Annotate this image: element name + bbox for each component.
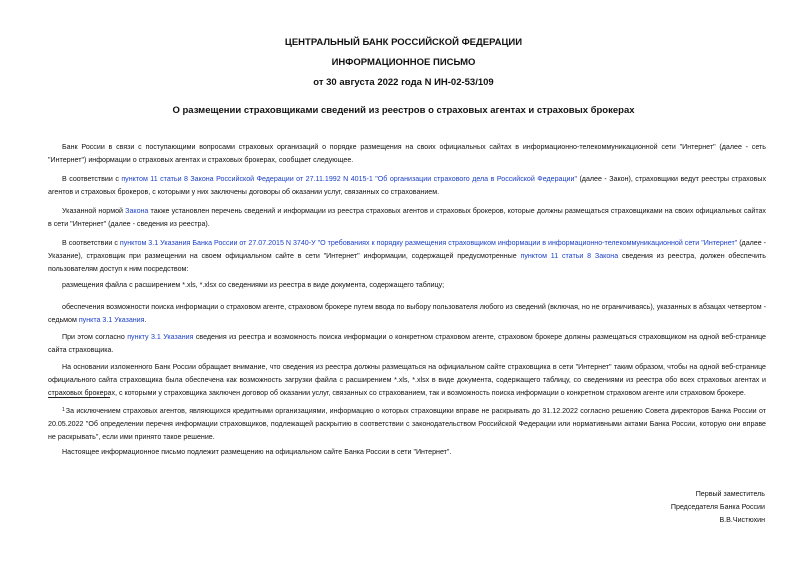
paragraph-8: На основании изложенного Банк России обращает внимание, что сведения из реестра должны размещаться на официальном сайте страховщика в сети "Интернет" таким образом, чтобы на одной веб-странице официального сайта страховщика была обеспечена как возможность загрузки файла с расширением *.xls, *.xlsx в виде документа, содержащего таблицу, со сведениями из реестра обо всех страховых агентах и страховых брокерах, с которыми у страховщика заключен договор об оказании услуг, связанных со страхованием, так и возможность поиска информации о конкретном страховом агенте или страховом брокере. (48, 363, 766, 397)
paragraph-text: (далее - Указание), страховщик при размещении на своем официальном сайте в сети "Интернет" информации, содержащей предусмотренные (48, 239, 766, 260)
footnote (48, 404, 766, 444)
paragraph-2 (48, 173, 766, 199)
link-directive-point-3-1-b[interactable]: пункту 3.1 Указания (127, 333, 194, 341)
paragraph-text: сведения из реестра и возможность поиска информации о конкретном страховом агенте, страховом брокере должны размещаться страховщиком на одной веб-странице сайта страховщика. (48, 333, 767, 354)
paragraph-3 (48, 205, 766, 231)
paragraph-text: В соответствии с (62, 239, 120, 247)
footnote-divider (48, 397, 110, 398)
paragraph-text: (далее - Закон), страховщики ведут реестры страховых агентов и страховых брокеров, с которыми у них заключены договоры об оказании услуг, связанных со страхованием. (48, 175, 767, 196)
paragraph-4 (48, 237, 766, 276)
link-directive-3740u[interactable]: пунктом 3.1 Указания Банка России от 27.07.2015 N 3740-У "О требованиях к порядку размещения страховщиком информации в информационно-телекоммуникационной сети "Интернет" (119, 239, 738, 247)
paragraph-text: . (144, 316, 147, 324)
paragraph-9: Настоящее информационное письмо подлежит размещению на официальном сайте Банка России в сети "Интернет". (62, 448, 452, 456)
paragraph-text: При этом согласно (62, 333, 128, 341)
document-subject: О размещении страховщиками сведений из реестров о страховых агентах и страховых брокерах (172, 105, 635, 116)
paragraph-text: обеспечения возможности поиска информации о страховом агенте, страховом брокере путем ввода по выбору пользователя любого из сведений (включая, но не ограничиваясь), указанных в абзацах четвертом - седьмом (48, 303, 766, 324)
issuer-title: ЦЕНТРАЛЬНЫЙ БАНК РОССИЙСКОЙ ФЕДЕРАЦИИ (284, 37, 523, 48)
paragraph-text: Указанной нормой (62, 207, 126, 215)
paragraph-7 (48, 331, 766, 357)
link-directive-point-3-1[interactable]: пункта 3.1 Указания (78, 316, 145, 324)
footnote-marker: 1 (62, 407, 65, 413)
link-law-article-8-p11[interactable]: пунктом 11 статьи 8 Закона (520, 252, 619, 260)
paragraph-text: В соответствии с (62, 175, 122, 183)
signature-position: Первый заместитель (695, 490, 765, 498)
paragraph-1: Банк России в связи с поступающими вопросами страховых организаций о порядке размещения на своих официальных сайтах в информационно-телекоммуникационной сети "Интернет" (далее - сеть "Интернет") информации о страховых агентах и страховых брокерах, сообщает следующее. (48, 143, 766, 164)
link-law-article-8[interactable]: пунктом 11 статьи 8 Закона Российской Федерации от 27.11.1992 N 4015-1 "Об организации страхового дела в Российской Федерации" (121, 175, 577, 183)
paragraph-text: также установлен перечень сведений и информации из реестра страховых агентов и страховых брокеров, которые должны размещаться страховщиками на своих официальных сайтах в сети "Интернет" (далее - сведения из реестра). (48, 207, 766, 228)
paragraph-6 (48, 301, 766, 327)
document-type: ИНФОРМАЦИОННОЕ ПИСЬМО (331, 57, 476, 68)
signature-name: В.В.Чистюхин (719, 516, 765, 524)
paragraph-text: сведения из реестра, должен обеспечить пользователям доступ к ним посредством: (48, 252, 767, 273)
link-law[interactable]: Закона (125, 207, 149, 215)
footnote-text: За исключением страховых агентов, являющихся кредитными организациями, информацию о которых страховщики вправе не раскрывать до 31.12.2022 согласно решению Совета директоров Банка России от 20.05.2022 "Об определении перечня информации страховщиков, подлежащей раскрытию в соответствии с законодательством Российской Федерации или нормативными актами Банка России, которую они вправе не раскрывать", если ими принято такое решение. (48, 407, 766, 441)
paragraph-5: размещения файла с расширением *.xls, *.xlsx со сведениями из реестра в виде документа, содержащего таблицу; (62, 281, 445, 289)
document-date-number: от 30 августа 2022 года N ИН-02-53/109 (313, 77, 494, 88)
signature-office: Председателя Банка России (670, 503, 765, 511)
